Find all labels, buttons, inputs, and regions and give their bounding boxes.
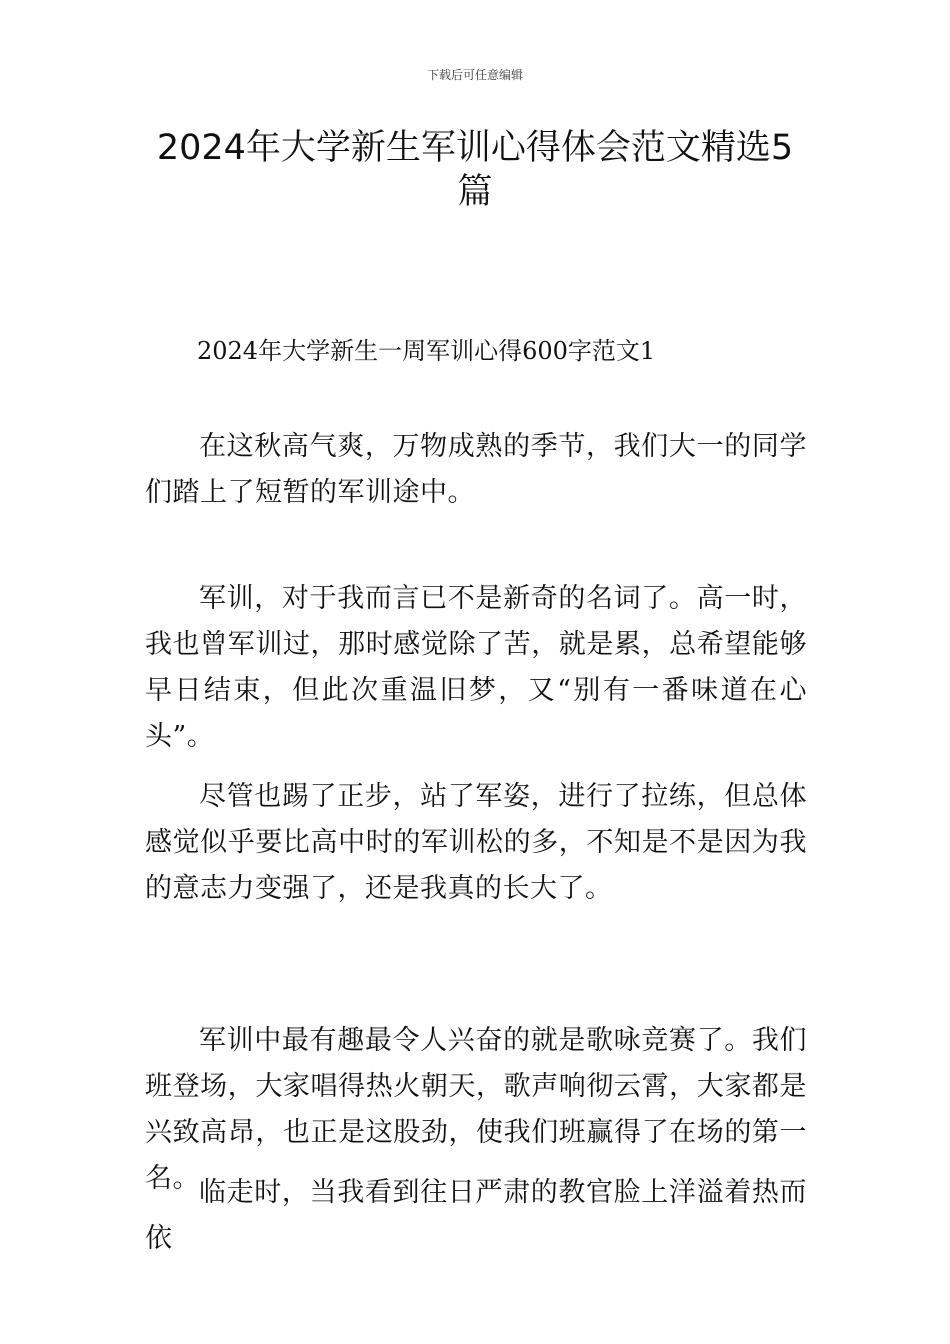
paragraph-4: 军训中最有趣最令人兴奋的就是歌咏竞赛了。我们班登场，大家唱得热火朝天，歌声响彻云霄，大家都是兴致高昂，也正是这股劲，使我们班赢得了在场的第一名。 — [145, 1025, 807, 1194]
paragraph-5: 临走时，当我看到往日严肃的教官脸上洋溢着热而依 — [145, 1177, 807, 1254]
page-header-note: 下载后可任意编辑 — [426, 68, 523, 82]
article-subtitle: 2024年大学新生一周军训心得600字范文1 — [197, 337, 656, 365]
paragraph-2: 军训，对于我而言已不是新奇的名词了。高一时，我也曾军训过，那时感觉除了苦，就是累，总希望能够早日结束，但此次重温旧梦，又“别有一番味道在心头”。 — [145, 583, 807, 752]
document-title: 2024年大学新生军训心得体会范文精选5篇 — [156, 128, 794, 212]
paragraph-3: 尽管也踢了正步，站了军姿，进行了拉练，但总体感觉似乎要比高中时的军训松的多，不知是不是因为我的意志力变强了，还是我真的长大了。 — [145, 781, 807, 904]
paragraph-1: 在这秋高气爽，万物成熟的季节，我们大一的同学们踏上了短暂的军训途中。 — [145, 431, 807, 508]
